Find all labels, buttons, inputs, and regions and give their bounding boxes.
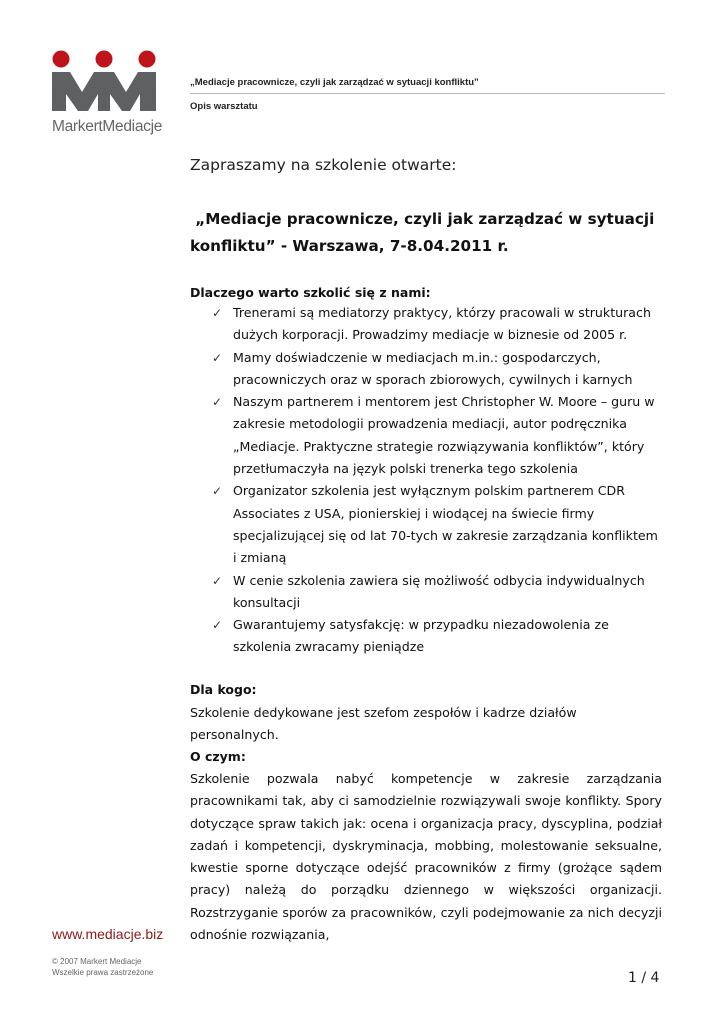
- checkmark-icon: ✓: [212, 350, 223, 365]
- list-item-text: W cenie szkolenia zawiera się możliwość odbycia indywidualnych konsultacji: [233, 572, 645, 610]
- logo-dot-left: [53, 51, 70, 68]
- checkmark-icon: ✓: [212, 618, 223, 633]
- training-title: [190, 206, 662, 260]
- logo-dot-middle: [96, 51, 113, 68]
- about-heading: O czym:: [190, 749, 246, 764]
- checkmark-icon: ✓: [212, 395, 223, 410]
- checkmark-icon: ✓: [212, 573, 223, 588]
- list-item: [190, 302, 662, 347]
- header-divider: [190, 93, 665, 94]
- list-item-text: Mamy doświadczenie w mediacjach m.in.: gospodarczych, pracowniczych oraz w sporach zbiorowych, cywilnych i karnych: [233, 349, 633, 387]
- document-header-title: „Mediacje pracownicze, czyli jak zarządzać w sytuacji konfliktu”: [190, 77, 479, 88]
- training-title-line-2: konfliktu” - Warszawa, 7-8.04.2011 r.: [190, 237, 509, 255]
- list-item-text: Naszym partnerem i mentorem jest Christopher W. Moore – guru w zakresie metodologii prowadzenia mediacji, autor podręcznika „Mediacje. Praktyczne strategie rozwiązywania konfliktów”, który przetłumaczyła na język polski trenerka tego szkolenia: [233, 394, 655, 477]
- why-heading: Dlaczego warto szkolić się z nami:: [190, 285, 431, 300]
- list-item: [190, 614, 662, 659]
- copyright-notice: [52, 956, 153, 978]
- list-item-text: Trenerami są mediatorzy praktycy, którzy pracowali w strukturach dużych korporacji. Prowadzimy mediacje w biznesie od 2005 r.: [233, 305, 651, 343]
- about-text: Szkolenie pozwala nabyć kompetencje w zakresie zarządzania pracownikami tak, aby ci samodzielnie rozwiązywali swoje konflikty. Spory dotyczące spraw takich jak: ocena i organizacja pracy, dyscyplina, podział zadań i kompetencji, dyskryminacja, mobbing, molestowanie seksualne, kwestie sporne dotyczące odejść pracowników z firmy (grożące sądem pracy) należą do porządku dziennego w większości organizacji. Rozstrzyganie sporów za pracowników, czyli podejmowanie za nich decyzji odnośnie rozwiązania,: [190, 771, 662, 943]
- list-item: [190, 570, 662, 615]
- website-link[interactable]: www.mediacje.biz: [52, 926, 164, 942]
- logo-mm-mark: [52, 72, 156, 111]
- logo-dot-right: [139, 51, 156, 68]
- list-item-text: Organizator szkolenia jest wyłącznym polskim partnerem CDR Associates z USA, pionierskiej i wiodącej na świecie firmy specjalizującej się od lat 70-tych w zakresie zarządzania konfliktem i zmianą: [233, 483, 658, 566]
- for-whom-text: Szkolenie dedykowane jest szefom zespołów i kadrze działów personalnych.: [190, 705, 577, 743]
- page-number: 1 / 4: [628, 970, 660, 986]
- training-title-line-1: „Mediacje pracownicze, czyli jak zarządzać w sytuacji: [190, 210, 655, 228]
- checkmark-icon: ✓: [212, 306, 223, 320]
- logo-wordmark: MarkertMediacje: [52, 118, 163, 135]
- document-header-subtitle: Opis warsztatu: [190, 101, 258, 112]
- list-item: [190, 391, 662, 480]
- invitation-text: Zapraszamy na szkolenie otwarte:: [190, 156, 457, 174]
- checkmark-icon: ✓: [212, 484, 223, 499]
- why-list: [190, 302, 662, 659]
- list-item: [190, 347, 662, 392]
- list-item-text: Gwarantujemy satysfakcję: w przypadku niezadowolenia ze szkolenia zwracamy pieniądze: [233, 617, 609, 655]
- rights-line: Wszelkie prawa zastrzeżone: [52, 968, 154, 977]
- for-whom-heading: Dla kogo:: [190, 682, 257, 697]
- copyright-line: © 2007 Markert Mediacje: [52, 957, 142, 966]
- list-item: [190, 480, 662, 569]
